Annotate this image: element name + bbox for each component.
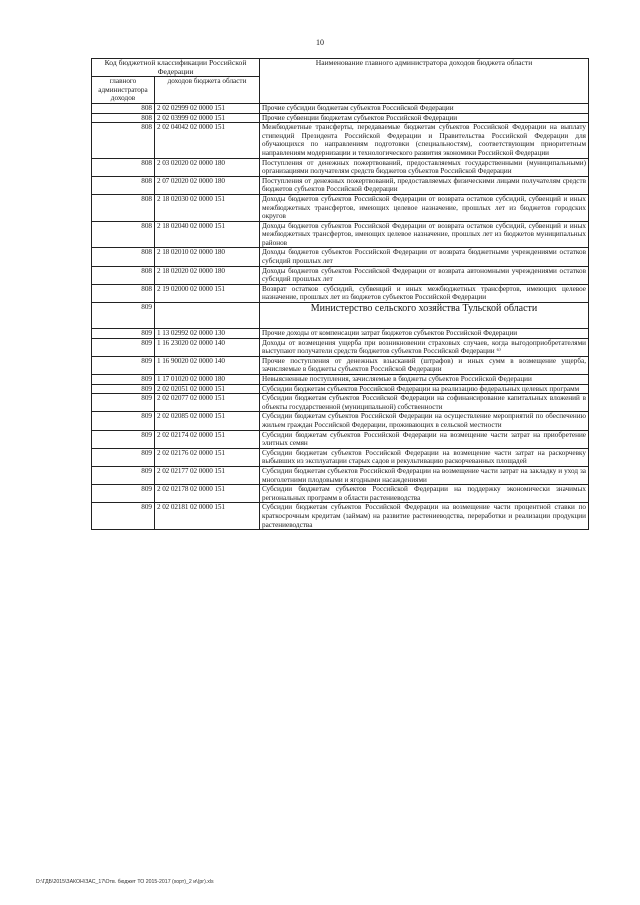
income-name-cell: Межбюджетные трансферты, передаваемые бюджетам субъектов Российской Федерации на выплату стипендий Президента Российской Федерации и Правительства Российской Федерации для обучающихся по направлениям подготовки (специальностям), соответствующим приоритетным направлениям модернизации и технологического развития экономики Российской Федерации xyxy=(260,123,589,158)
income-name-cell: Субсидии бюджетам субъектов Российской Федерации на возмещение части процентной ставки по краткосрочным кредитам (займам) на развитие растениеводства, переработки и реализации продукции растениеводства xyxy=(260,503,589,530)
admin-code-cell: 808 xyxy=(92,248,155,266)
table-row xyxy=(92,394,589,412)
admin-code-cell: 809 xyxy=(92,384,155,394)
file-path-footer: D:\ГДБ\2015\ЗАКОН\ЗАС_17\Отв. бюджет ТО 2015-2017 (хорт)_2 и\(рг).xls xyxy=(36,879,214,885)
admin-code-cell: 809 xyxy=(92,394,155,412)
income-code-cell: 2 02 02176 02 0000 151 xyxy=(155,448,260,466)
income-code-cell: 1 16 23020 02 0000 140 xyxy=(155,338,260,356)
admin-code-cell: 809 xyxy=(92,466,155,484)
income-code-cell: 2 02 02174 02 0000 151 xyxy=(155,430,260,448)
income-code-cell: 2 07 02020 02 0000 180 xyxy=(155,176,260,194)
revenue-administrators-table xyxy=(91,58,589,530)
income-code-cell: 2 19 02000 02 0000 151 xyxy=(155,284,260,302)
table-row xyxy=(92,123,589,158)
income-code-cell: 2 18 02010 02 0000 180 xyxy=(155,248,260,266)
income-name-cell: Доходы бюджетов субъектов Российской Федерации от возврата бюджетными учреждениями остатков субсидий прошлых лет xyxy=(260,248,589,266)
page-number: 10 xyxy=(316,38,324,47)
admin-code-cell: 808 xyxy=(92,194,155,221)
table-body xyxy=(92,103,589,529)
income-code-cell: 2 02 02085 02 0000 151 xyxy=(155,412,260,430)
admin-code-cell: 808 xyxy=(92,158,155,176)
admin-code-cell: 808 xyxy=(92,284,155,302)
income-name-cell: Прочие доходы от компенсации затрат бюджетов субъектов Российской Федерации xyxy=(260,329,589,339)
table-row xyxy=(92,375,589,385)
income-name-cell: Доходы бюджетов субъектов Российской Федерации от возврата остатков субсидий, субвенций и иных межбюджетных трансфертов, имеющих целевое назначение, прошлых лет из бюджетов городских округов xyxy=(260,194,589,221)
income-name-cell: Субсидии бюджетам субъектов Российской Федерации на софинансирование капитальных вложений в объекты государственной (муниципальной) собственности xyxy=(260,394,589,412)
table-row xyxy=(92,248,589,266)
admin-code-cell: 809 xyxy=(92,338,155,356)
admin-code-cell: 808 xyxy=(92,176,155,194)
admin-code-cell: 809 xyxy=(92,356,155,374)
table-row xyxy=(92,356,589,374)
income-code-cell: 2 02 02999 02 0000 151 xyxy=(155,103,260,113)
header-admin-column: главного администратора доходов xyxy=(92,77,155,104)
table-row xyxy=(92,430,589,448)
income-code-cell: 2 02 02077 02 0000 151 xyxy=(155,394,260,412)
income-code-cell: 2 02 02051 02 0000 151 xyxy=(155,384,260,394)
admin-code-cell: 808 xyxy=(92,113,155,123)
income-code-cell: 2 18 02030 02 0000 151 xyxy=(155,194,260,221)
income-code-cell: 2 02 02178 02 0000 151 xyxy=(155,485,260,503)
admin-code-cell: 809 xyxy=(92,503,155,530)
header-name-column: Наименование главного администратора доходов бюджета области xyxy=(260,59,589,104)
income-name-cell: Субсидии бюджетам субъектов Российской Федерации на реализацию федеральных целевых программ xyxy=(260,384,589,394)
table-row xyxy=(92,384,589,394)
header-income-column: доходов бюджета области xyxy=(155,77,260,104)
income-code-cell: 2 02 03999 02 0000 151 xyxy=(155,113,260,123)
table-row xyxy=(92,338,589,356)
income-name-cell: Прочие поступления от денежных взысканий (штрафов) и иных сумм в возмещение ущерба, зачисляемые в бюджеты субъектов Российской Федерации xyxy=(260,356,589,374)
admin-code-cell: 809 xyxy=(92,329,155,339)
income-code-cell: 2 03 02020 02 0000 180 xyxy=(155,158,260,176)
income-name-cell: Прочие субвенции бюджетам субъектов Российской Федерации xyxy=(260,113,589,123)
table-row xyxy=(92,284,589,302)
admin-code-cell: 809 xyxy=(92,448,155,466)
income-name-cell: Субсидии бюджетам субъектов Российской Федерации на возмещение части затрат на приобретение элитных семян xyxy=(260,430,589,448)
income-code-cell: 2 18 02020 02 0000 180 xyxy=(155,266,260,284)
admin-code-cell: 809 xyxy=(92,303,155,329)
table-header xyxy=(92,59,589,104)
admin-code-cell: 808 xyxy=(92,266,155,284)
table-row xyxy=(92,113,589,123)
income-code-cell: 2 02 02177 02 0000 151 xyxy=(155,466,260,484)
table-row xyxy=(92,176,589,194)
income-name-cell: Возврат остатков субсидий, субвенций и иных межбюджетных трансфертов, имеющих целевое назначение, прошлых лет из бюджетов субъектов Российской Федерации xyxy=(260,284,589,302)
income-code-cell: 2 18 02040 02 0000 151 xyxy=(155,221,260,248)
table-row xyxy=(92,194,589,221)
income-code-cell: 2 02 04042 02 0000 151 xyxy=(155,123,260,158)
income-name-cell: Субсидии бюджетам субъектов Российской Федерации на возмещение части затрат на закладку и уход за многолетними плодовыми и ягодными насаждениями xyxy=(260,466,589,484)
admin-code-cell: 809 xyxy=(92,430,155,448)
income-name-cell: Доходы бюджетов субъектов Российской Федерации от возврата остатков субсидий, субвенций и иных межбюджетных трансфертов, имеющих целевое назначение, прошлых лет из бюджетов муниципальных районов xyxy=(260,221,589,248)
table-row xyxy=(92,466,589,484)
income-name-cell: Субсидии бюджетам субъектов Российской Федерации на осуществление мероприятий по обеспечению жильем граждан Российской Федерации, проживающих в сельской местности xyxy=(260,412,589,430)
admin-code-cell: 809 xyxy=(92,485,155,503)
admin-code-cell: 808 xyxy=(92,123,155,158)
income-name-cell: Поступления от денежных пожертвований, предоставляемых физическими лицами получателям средств бюджетов субъектов Российской Федерации xyxy=(260,176,589,194)
income-name-cell: Прочие субсидии бюджетам субъектов Российской Федерации xyxy=(260,103,589,113)
table-row xyxy=(92,266,589,284)
table-row xyxy=(92,448,589,466)
admin-code-cell: 809 xyxy=(92,375,155,385)
income-name-cell: Доходы бюджетов субъектов Российской Федерации от возврата автономными учреждениями остатков субсидий прошлых лет xyxy=(260,266,589,284)
header-code-group: Код бюджетной классификации Российской Федерации xyxy=(92,59,260,77)
table-row xyxy=(92,158,589,176)
income-code-cell: 2 02 02181 02 0000 151 xyxy=(155,503,260,530)
table-row xyxy=(92,503,589,530)
admin-code-cell: 809 xyxy=(92,412,155,430)
income-code-cell: 1 13 02992 02 0000 130 xyxy=(155,329,260,339)
income-name-cell: Субсидии бюджетам субъектов Российской Федерации на возмещение части затрат на раскорчевку выбывших из эксплуатации старых садов и рекультивацию раскорчеванных площадей xyxy=(260,448,589,466)
income-code-cell: 1 17 01020 02 0000 180 xyxy=(155,375,260,385)
section-title: Министерство сельского хозяйства Тульской области xyxy=(260,303,589,329)
income-name-cell: Поступления от денежных пожертвований, предоставляемых государственными (муниципальными) организациями получателям средств бюджетов субъектов Российской Федерации xyxy=(260,158,589,176)
table-row xyxy=(92,103,589,113)
income-name-cell: Невыясненные поступления, зачисляемые в бюджеты субъектов Российской Федерации xyxy=(260,375,589,385)
table-row xyxy=(92,412,589,430)
income-code-cell xyxy=(155,303,260,329)
section-header-row xyxy=(92,303,589,329)
table-row xyxy=(92,221,589,248)
table-row xyxy=(92,485,589,503)
admin-code-cell: 808 xyxy=(92,103,155,113)
admin-code-cell: 808 xyxy=(92,221,155,248)
income-name-cell: Субсидии бюджетам субъектов Российской Федерации на поддержку экономически значимых региональных программ в области растениеводства xyxy=(260,485,589,503)
income-name-cell: Доходы от возмещения ущерба при возникновении страховых случаев, когда выгодоприобретателями выступают получатели средств бюджетов субъектов Российской Федерации ⁶⁾ xyxy=(260,338,589,356)
table-row xyxy=(92,329,589,339)
income-code-cell: 1 16 90020 02 0000 140 xyxy=(155,356,260,374)
